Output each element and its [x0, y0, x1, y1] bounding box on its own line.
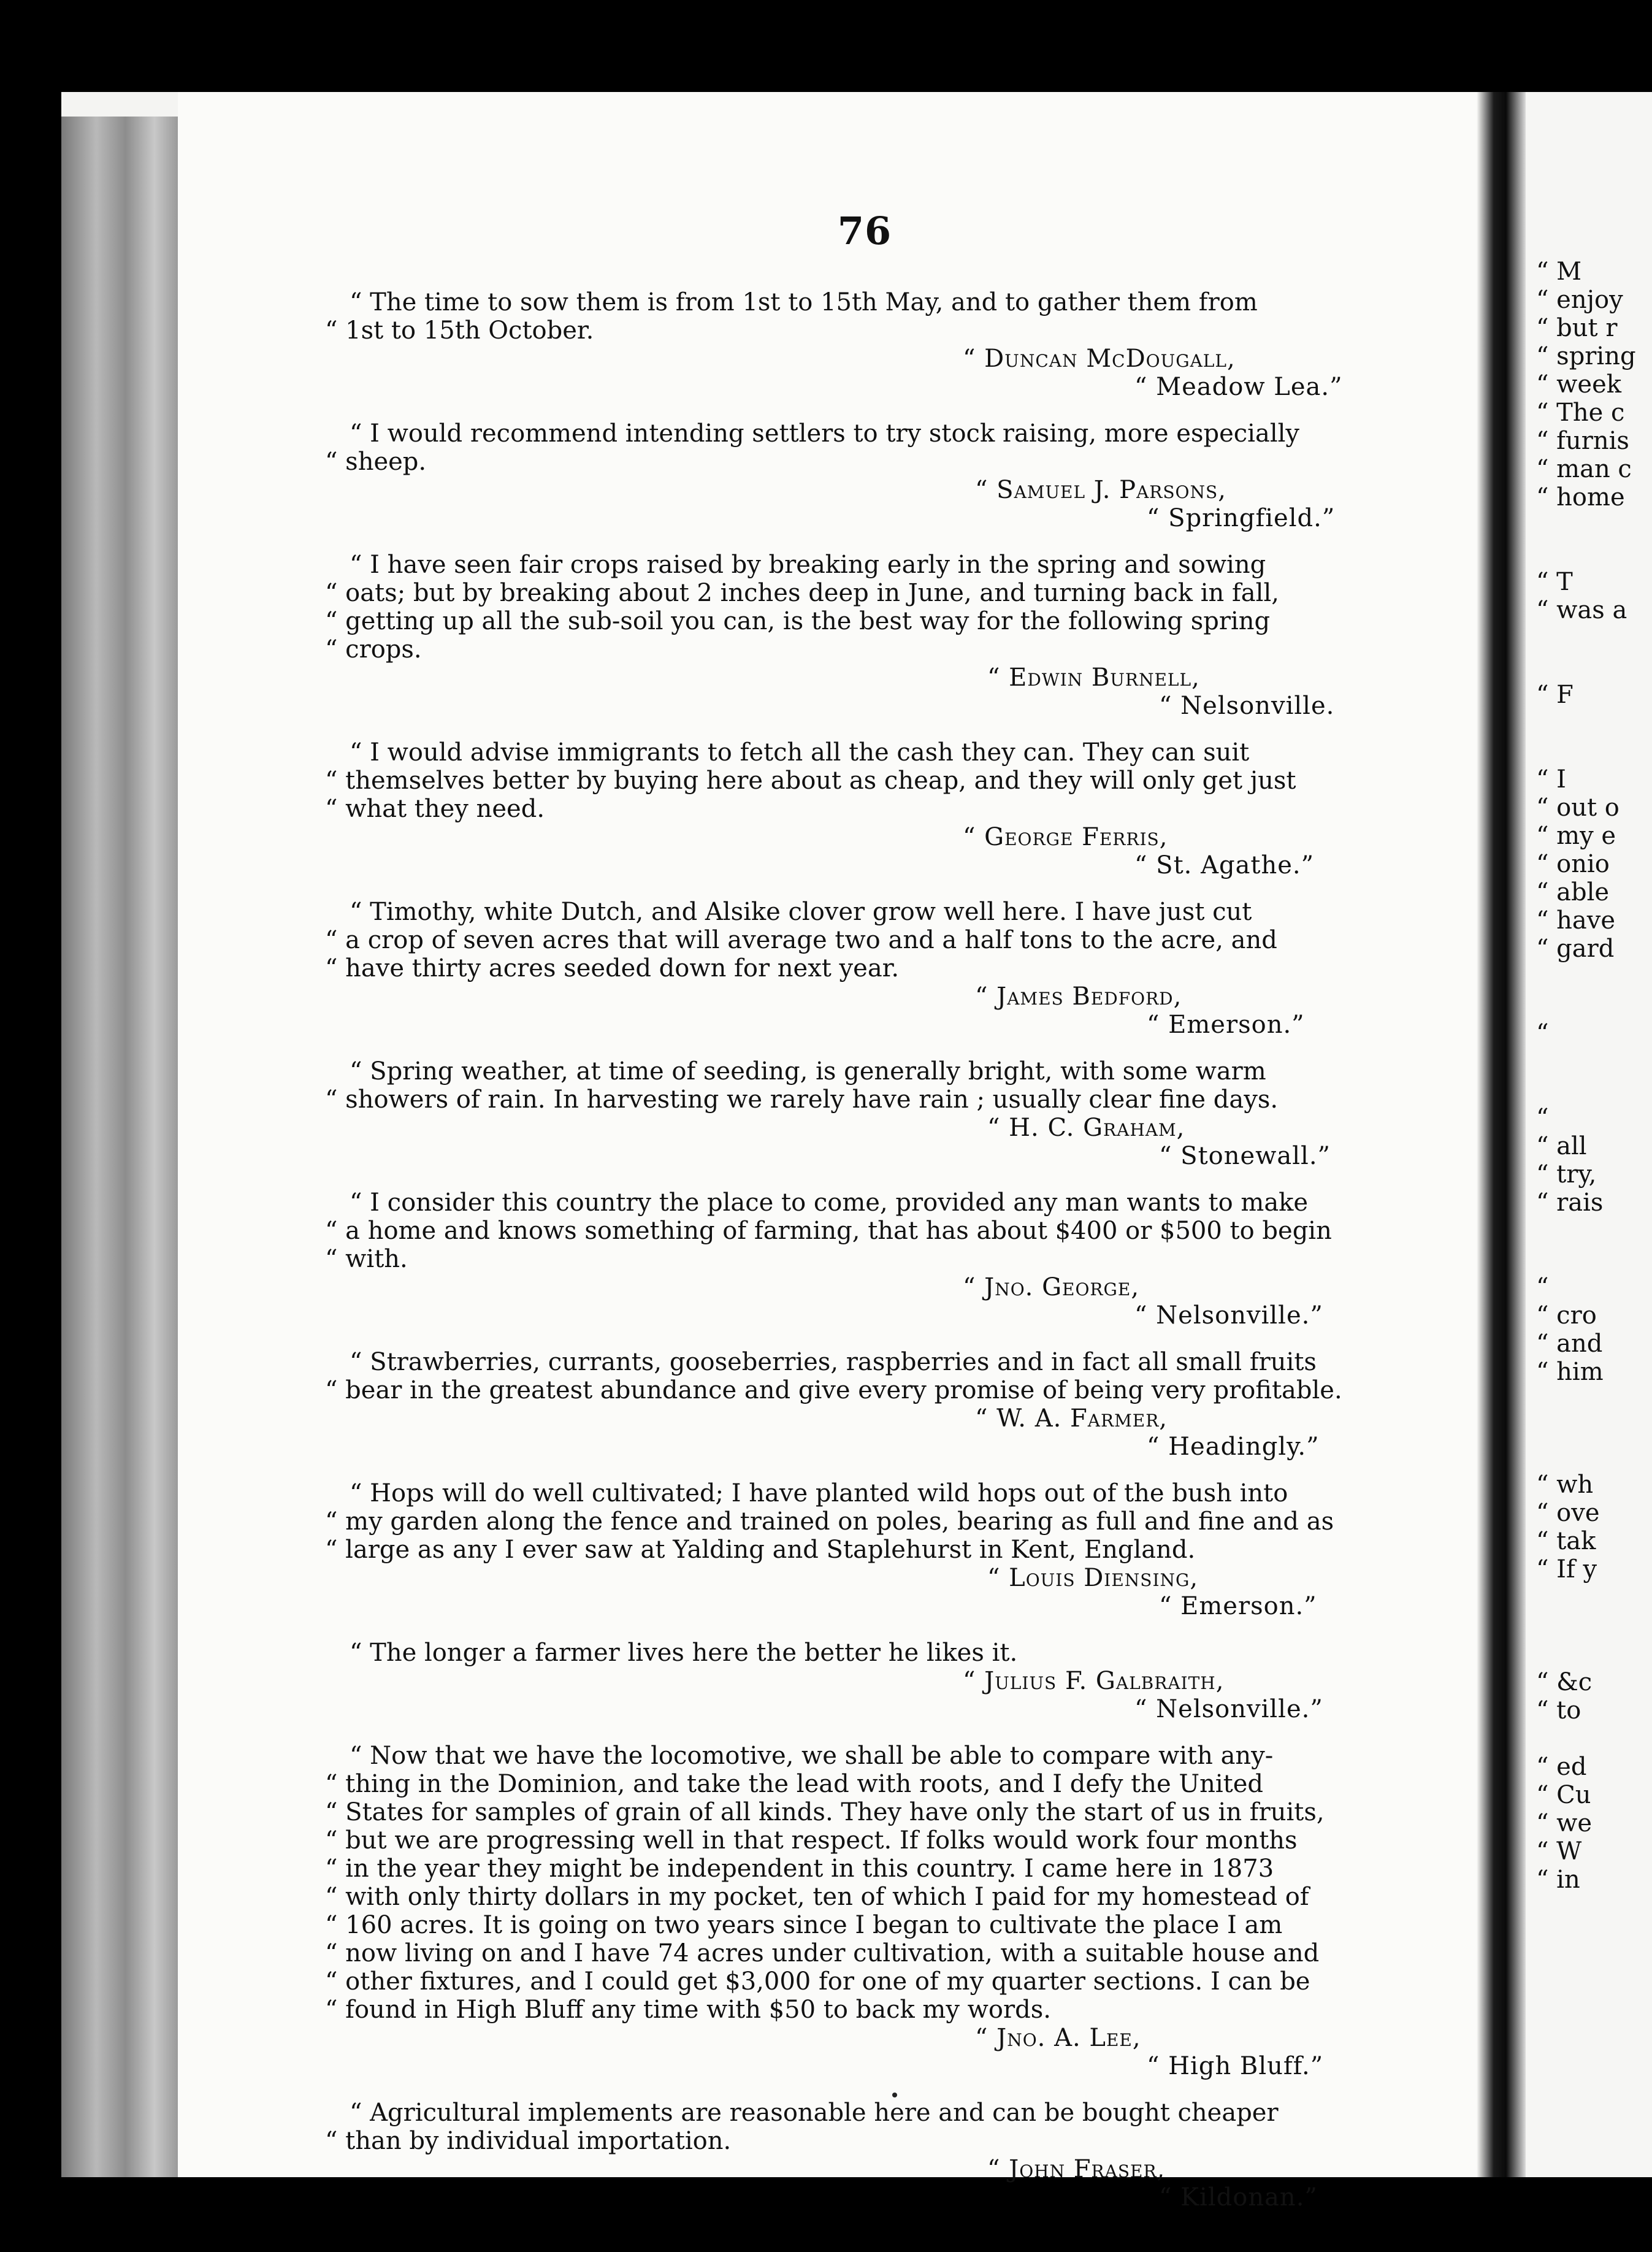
testimonial-line: “ with.	[325, 1245, 408, 1273]
author-place: “ Nelsonville.”	[1134, 1301, 1323, 1330]
ink-speck	[892, 2093, 897, 2097]
testimonial-entry	[325, 1189, 1404, 1330]
author-place: “ Springfield.”	[1147, 504, 1336, 532]
testimonial-line: “ than by individual importation.	[325, 2127, 732, 2155]
right-page-fragment: “ able	[1536, 878, 1610, 906]
testimonial-line: “ Hops will do well cultivated; I have planted wild hops out of the bush into	[350, 1479, 1288, 1507]
right-page-fragment: “ If y	[1536, 1555, 1597, 1584]
book-spine-edge	[61, 117, 178, 2177]
right-page-fragment: “ W	[1536, 1837, 1582, 1866]
right-page-fragment: “ enjoy	[1536, 286, 1623, 314]
testimonial-column	[325, 288, 1404, 2230]
author-place: “ Kildonan.”	[1159, 2183, 1318, 2212]
right-page-fragment: “ wh	[1536, 1471, 1594, 1499]
right-page-fragment: “ try,	[1536, 1160, 1597, 1189]
testimonial-entry	[325, 1639, 1404, 1723]
testimonial-line: “ have thirty acres seeded down for next year.	[325, 954, 900, 982]
right-page-fragment	[1536, 1725, 1652, 1753]
testimonial-entry	[325, 2099, 1404, 2212]
testimonial-line: “ bear in the greatest abundance and give every promise of being very profitable.	[325, 1376, 1342, 1404]
right-page-fragment: “ F	[1536, 681, 1574, 709]
testimonial-line: “ getting up all the sub-soil you can, is the best way for the following spring	[325, 607, 1271, 635]
testimonial-line: “ showers of rain. In harvesting we rarely have rain ; usually clear fine days.	[325, 1086, 1279, 1114]
testimonial-line: “ thing in the Dominion, and take the lead with roots, and I defy the United	[325, 1770, 1263, 1798]
author-place: “ Nelsonville.	[1159, 692, 1335, 720]
right-page-fragment	[1536, 1442, 1652, 1471]
testimonial-entry	[325, 551, 1404, 720]
right-page-fragment: “ him	[1536, 1358, 1604, 1386]
testimonial-line: “ a crop of seven acres that will average two and a half tons to the acre, and	[325, 926, 1277, 954]
testimonial-entry	[325, 419, 1404, 532]
right-page-fragment: “	[1536, 1104, 1549, 1132]
right-page-fragment	[1536, 1076, 1652, 1104]
testimonial-line: “ sheep.	[325, 448, 427, 476]
right-page-fragment: “ onio	[1536, 850, 1610, 878]
author-name: “ Samuel J. Parsons,	[975, 476, 1226, 504]
right-page-fragment	[1536, 1612, 1652, 1640]
testimonial-line: “ my garden along the fence and trained on poles, bearing as full and fine and as	[325, 1507, 1334, 1536]
testimonial-line: “ I would advise immigrants to fetch all the cash they can. They can suit	[350, 738, 1250, 767]
testimonial-line: “ other fixtures, and I could get $3,000 for one of my quarter sections. I can be	[325, 1967, 1310, 1996]
right-page-fragment: “	[1536, 1273, 1549, 1301]
testimonial-line: “ a home and knows something of farming, that has about $400 or $500 to begin	[325, 1217, 1332, 1245]
right-page-fragment: “ spring	[1536, 342, 1636, 370]
author-place: “ Headingly.”	[1147, 1433, 1320, 1461]
right-page-fragment: “ I	[1536, 765, 1566, 794]
testimonial-line: “ oats; but by breaking about 2 inches deep in June, and turning back in fall,	[325, 579, 1279, 607]
right-page-fragment: “ in	[1536, 1866, 1580, 1894]
author-place: “ Emerson.”	[1147, 1011, 1305, 1039]
right-page-fragment: “ cro	[1536, 1301, 1597, 1330]
testimonial-entry	[325, 1742, 1404, 2080]
testimonial-line: “ 160 acres. It is going on two years since I began to cultivate the place I am	[325, 1911, 1283, 1939]
testimonial-line: “ Timothy, white Dutch, and Alsike clover grow well here. I have just cut	[350, 898, 1252, 926]
testimonial-entry	[325, 1479, 1404, 1620]
right-page-fragment	[1536, 540, 1652, 568]
testimonial-line: “ themselves better by buying here about as cheap, and they will only get just	[325, 767, 1296, 795]
testimonial-entry	[325, 738, 1404, 879]
right-page-fragment: “ ed	[1536, 1753, 1587, 1781]
testimonial-line: “ Agricultural implements are reasonable here and can be bought cheaper	[350, 2099, 1279, 2127]
right-page-fragment: “ but r	[1536, 314, 1618, 342]
testimonial-line: “ Now that we have the locomotive, we shall be able to compare with any-	[350, 1742, 1274, 1770]
right-page-fragment	[1536, 1217, 1652, 1245]
right-page-fragment	[1536, 709, 1652, 737]
testimonial-line: “ found in High Bluff any time with $50 to back my words.	[325, 1996, 1051, 2024]
testimonial-line: “ crops.	[325, 635, 422, 664]
testimonial-line: “ Spring weather, at time of seeding, is generally bright, with some warm	[350, 1057, 1266, 1086]
author-name: “ Jno. George,	[963, 1273, 1140, 1301]
right-page-fragment	[1536, 1245, 1652, 1273]
author-name: “ H. C. Graham,	[987, 1114, 1185, 1142]
author-name: “ George Ferris,	[963, 823, 1168, 851]
testimonial-entry	[325, 288, 1404, 401]
right-page-fragment	[1536, 653, 1652, 681]
testimonial-line: “ The time to sow them is from 1st to 15th May, and to gather them from	[350, 288, 1258, 316]
author-name: “ Louis Diensing,	[987, 1564, 1199, 1592]
right-page-fragment: “ T	[1536, 568, 1573, 596]
testimonial-entry	[325, 898, 1404, 1039]
right-page-fragment: “ Cu	[1536, 1781, 1591, 1809]
author-name: “ W. A. Farmer,	[975, 1404, 1168, 1433]
testimonial-line: “ I consider this country the place to come, provided any man wants to make	[350, 1189, 1309, 1217]
author-name: “ Edwin Burnell,	[987, 664, 1200, 692]
testimonial-line: “ with only thirty dollars in my pocket, ten of which I paid for my homestead of	[325, 1883, 1309, 1911]
right-page-fragment	[1536, 1414, 1652, 1442]
testimonial-entry	[325, 1057, 1404, 1170]
testimonial-line: “ in the year they might be independent in this country. I came here in 1873	[325, 1855, 1274, 1883]
right-page-fragment	[1536, 963, 1652, 991]
testimonial-line: “ The longer a farmer lives here the better he likes it.	[350, 1639, 1018, 1667]
author-place: “ Stonewall.”	[1159, 1142, 1331, 1170]
author-place: “ St. Agathe.”	[1134, 851, 1315, 879]
right-page-fragment: “ furnis	[1536, 427, 1629, 455]
right-page-fragment: “ rais	[1536, 1189, 1604, 1217]
right-page-fragment	[1536, 991, 1652, 1019]
right-page-fragment: “ M	[1536, 258, 1582, 286]
right-page-fragment	[1536, 1386, 1652, 1414]
right-page-fragment: “ tak	[1536, 1527, 1596, 1555]
author-name: “ John Fraser,	[987, 2155, 1166, 2183]
right-page-fragment: “ ove	[1536, 1499, 1600, 1527]
right-page-fragment	[1536, 737, 1652, 765]
right-page-fragment: “ out o	[1536, 794, 1619, 822]
testimonial-line: “ what they need.	[325, 795, 545, 823]
right-page-fragment	[1536, 1047, 1652, 1076]
right-page-fragment: “	[1536, 1019, 1549, 1047]
right-page-fragment: “ &c	[1536, 1668, 1593, 1696]
testimonial-line: “ now living on and I have 74 acres under cultivation, with a suitable house and	[325, 1939, 1320, 1967]
right-page-fragment: “ all	[1536, 1132, 1587, 1160]
testimonial-line: “ I would recommend intending settlers to try stock raising, more especially	[350, 419, 1300, 448]
testimonial-line: “ Strawberries, currants, gooseberries, raspberries and in fact all small fruits	[350, 1348, 1317, 1376]
testimonial-line: “ States for samples of grain of all kinds. They have only the start of us in fruits,	[325, 1798, 1325, 1826]
author-place: “ High Bluff.”	[1147, 2052, 1324, 2080]
right-page-fragment: “ week	[1536, 370, 1621, 399]
right-page-fragment: “ was a	[1536, 596, 1627, 624]
right-page-fragment: “ we	[1536, 1809, 1593, 1837]
right-page-fragment: “ and	[1536, 1330, 1603, 1358]
right-page-fragment: “ home	[1536, 483, 1625, 511]
right-page-fragment	[1536, 1584, 1652, 1612]
testimonial-line: “ I have seen fair crops raised by breaking early in the spring and sowing	[350, 551, 1266, 579]
testimonial-entry	[325, 1348, 1404, 1461]
testimonial-line: “ but we are progressing well in that respect. If folks would work four months	[325, 1826, 1298, 1855]
right-page-fragment: “ have	[1536, 906, 1616, 935]
right-page-fragment: “ gard	[1536, 935, 1615, 963]
right-page-fragment: “ my e	[1536, 822, 1616, 850]
testimonial-line: “ large as any I ever saw at Yalding and Staplehurst in Kent, England.	[325, 1536, 1196, 1564]
page-gutter	[1477, 92, 1526, 2177]
right-page-fragment	[1536, 1640, 1652, 1668]
author-name: “ James Bedford,	[975, 982, 1182, 1011]
right-page-fragment	[1536, 624, 1652, 653]
author-place: “ Nelsonville.”	[1134, 1695, 1323, 1723]
author-name: “ Julius F. Galbraith,	[963, 1667, 1225, 1695]
author-place: “ Emerson.”	[1159, 1592, 1317, 1620]
author-place: “ Meadow Lea.”	[1134, 373, 1343, 401]
right-page-text-fragments	[1536, 258, 1652, 1894]
author-name: “ Duncan McDougall,	[963, 345, 1236, 373]
right-page-fragment: “ The c	[1536, 399, 1625, 427]
right-page-fragment: “ to	[1536, 1696, 1581, 1725]
right-page-fragment	[1536, 511, 1652, 540]
page-number: 76	[837, 209, 892, 253]
testimonial-line: “ 1st to 15th October.	[325, 316, 594, 345]
right-page-fragment: “ man c	[1536, 455, 1632, 483]
author-name: “ Jno. A. Lee,	[975, 2024, 1141, 2052]
